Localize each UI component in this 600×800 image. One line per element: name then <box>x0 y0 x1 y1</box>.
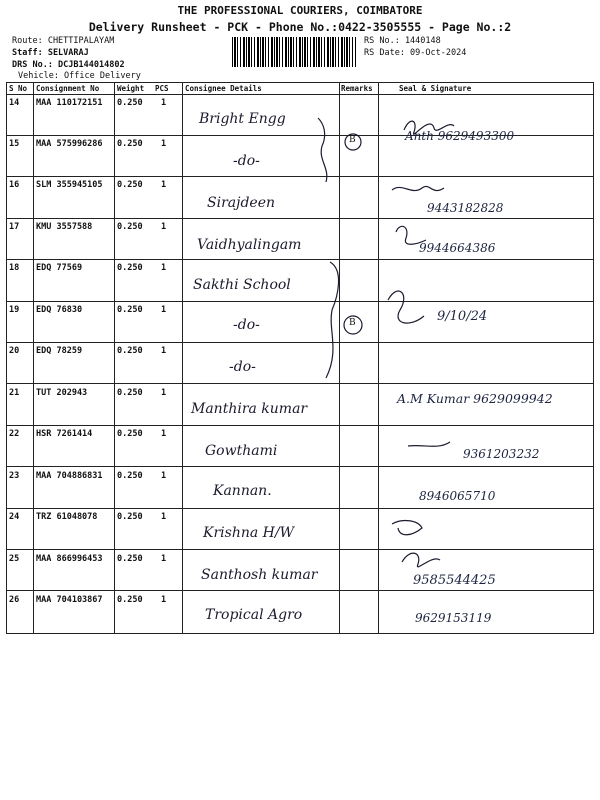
row-consignment: EDQ 78259 <box>36 346 83 356</box>
signature-scribble <box>408 442 450 446</box>
signature-scribble <box>392 521 422 535</box>
row-weight: 0.250 <box>117 471 143 481</box>
row-consignee: Bright Engg <box>199 111 286 127</box>
row-weight: 0.250 <box>117 98 143 108</box>
row-sno: 25 <box>9 554 20 564</box>
row-consignment: MAA 866996453 <box>36 554 103 564</box>
row-signature: Anth 9629493300 <box>405 129 515 143</box>
remark-mark: B <box>349 135 356 145</box>
row-sno: 14 <box>9 98 20 108</box>
column-header-sno: S No <box>9 84 28 93</box>
row-signature: 9629153119 <box>415 611 492 625</box>
row-sno: 16 <box>9 180 20 190</box>
row-consignment: MAA 575996286 <box>36 139 103 149</box>
row-sno: 19 <box>9 305 20 315</box>
row-consignee: Krishna H/W <box>203 525 294 541</box>
route-label: Route: CHETTIPALAYAM <box>12 36 115 46</box>
row-consignee: Sirajdeen <box>207 195 275 211</box>
row-consignment: MAA 110172151 <box>36 98 103 108</box>
row-sno: 18 <box>9 263 20 273</box>
row-signature: 9361203232 <box>463 447 540 461</box>
row-sno: 22 <box>9 429 20 439</box>
row-pcs: 1 <box>161 346 167 356</box>
row-weight: 0.250 <box>117 222 143 232</box>
bracket-mark <box>326 262 339 378</box>
row-consignee: Tropical Agro <box>205 607 303 623</box>
row-consignment: MAA 704103867 <box>36 595 103 605</box>
row-pcs: 1 <box>161 98 167 108</box>
row-weight: 0.250 <box>117 512 143 522</box>
row-consignment: HSR 7261414 <box>36 429 93 439</box>
row-consignee: Kannan. <box>213 483 272 499</box>
column-header-signature: Seal & Signature <box>399 84 472 93</box>
row-sno: 23 <box>9 471 20 481</box>
row-weight: 0.250 <box>117 263 143 273</box>
row-consignee: -do- <box>233 153 260 169</box>
row-pcs: 1 <box>161 180 167 190</box>
row-consignment: TUT 202943 <box>36 388 88 398</box>
row-pcs: 1 <box>161 554 167 564</box>
row-weight: 0.250 <box>117 595 143 605</box>
column-header-consignee: Consignee Details <box>185 84 262 93</box>
row-consignee: Sakthi School <box>193 277 291 293</box>
row-consignee: Gowthami <box>205 443 278 459</box>
row-sno: 15 <box>9 139 20 149</box>
column-header-consignment: Consignment No <box>36 84 100 93</box>
row-pcs: 1 <box>161 139 167 149</box>
row-weight: 0.250 <box>117 180 143 190</box>
row-pcs: 1 <box>161 471 167 481</box>
row-consignment: TRZ 61048078 <box>36 512 98 522</box>
row-consignment: KMU 3557588 <box>36 222 93 232</box>
remark-mark: B <box>349 318 356 328</box>
rs-date: RS Date: 09-Oct-2024 <box>364 48 467 58</box>
row-signature: 9585544425 <box>413 573 496 588</box>
row-consignment: EDQ 77569 <box>36 263 83 273</box>
rs-number: RS No.: 1440148 <box>364 36 441 46</box>
column-header-pcs: PCS <box>155 84 169 93</box>
signature-scribble <box>388 291 424 323</box>
row-pcs: 1 <box>161 222 167 232</box>
row-signature: 8946065710 <box>419 489 496 503</box>
company-title: THE PROFESSIONAL COURIERS, COIMBATORE <box>177 4 423 17</box>
row-weight: 0.250 <box>117 305 143 315</box>
row-pcs: 1 <box>161 512 167 522</box>
signature-scribble <box>402 553 440 567</box>
staff-label: Staff: SELVARAJ <box>12 48 89 58</box>
row-consignment: MAA 704886831 <box>36 471 103 481</box>
row-pcs: 1 <box>161 388 167 398</box>
row-consignee: Santhosh kumar <box>201 567 318 583</box>
row-consignee: Vaidhyalingam <box>197 237 302 253</box>
row-sno: 26 <box>9 595 20 605</box>
signature-scribble <box>392 186 444 190</box>
row-consignee: -do- <box>229 359 256 375</box>
row-signature: 9443182828 <box>427 201 504 215</box>
drs-number: DRS No.: DCJB144014802 <box>12 60 125 70</box>
row-consignment: EDQ 76830 <box>36 305 83 315</box>
row-weight: 0.250 <box>117 139 143 149</box>
row-weight: 0.250 <box>117 388 143 398</box>
row-pcs: 1 <box>161 595 167 605</box>
row-consignee: Manthira kumar <box>191 401 308 417</box>
row-pcs: 1 <box>161 263 167 273</box>
signature-scribble <box>404 121 454 134</box>
column-header-weight: Weight <box>117 84 145 93</box>
row-weight: 0.250 <box>117 554 143 564</box>
column-header-remarks: Remarks <box>341 84 373 93</box>
row-signature: 9/10/24 <box>437 309 488 324</box>
row-pcs: 1 <box>161 429 167 439</box>
row-sno: 17 <box>9 222 20 232</box>
row-weight: 0.250 <box>117 429 143 439</box>
row-weight: 0.250 <box>117 346 143 356</box>
row-signature: 9944664386 <box>419 241 496 255</box>
row-sno: 20 <box>9 346 20 356</box>
row-sno: 21 <box>9 388 20 398</box>
row-signature: A.M Kumar 9629099942 <box>397 391 553 406</box>
row-consignment: SLM 355945105 <box>36 180 103 190</box>
row-sno: 24 <box>9 512 20 522</box>
row-pcs: 1 <box>161 305 167 315</box>
vehicle-label: Vehicle: Office Delivery <box>18 71 141 81</box>
signature-scribble <box>396 226 426 244</box>
runsheet-title: Delivery Runsheet - PCK - Phone No.:0422-3505555 - Page No.:2 <box>88 20 512 34</box>
row-consignee: -do- <box>233 317 260 333</box>
bracket-mark <box>318 118 327 182</box>
